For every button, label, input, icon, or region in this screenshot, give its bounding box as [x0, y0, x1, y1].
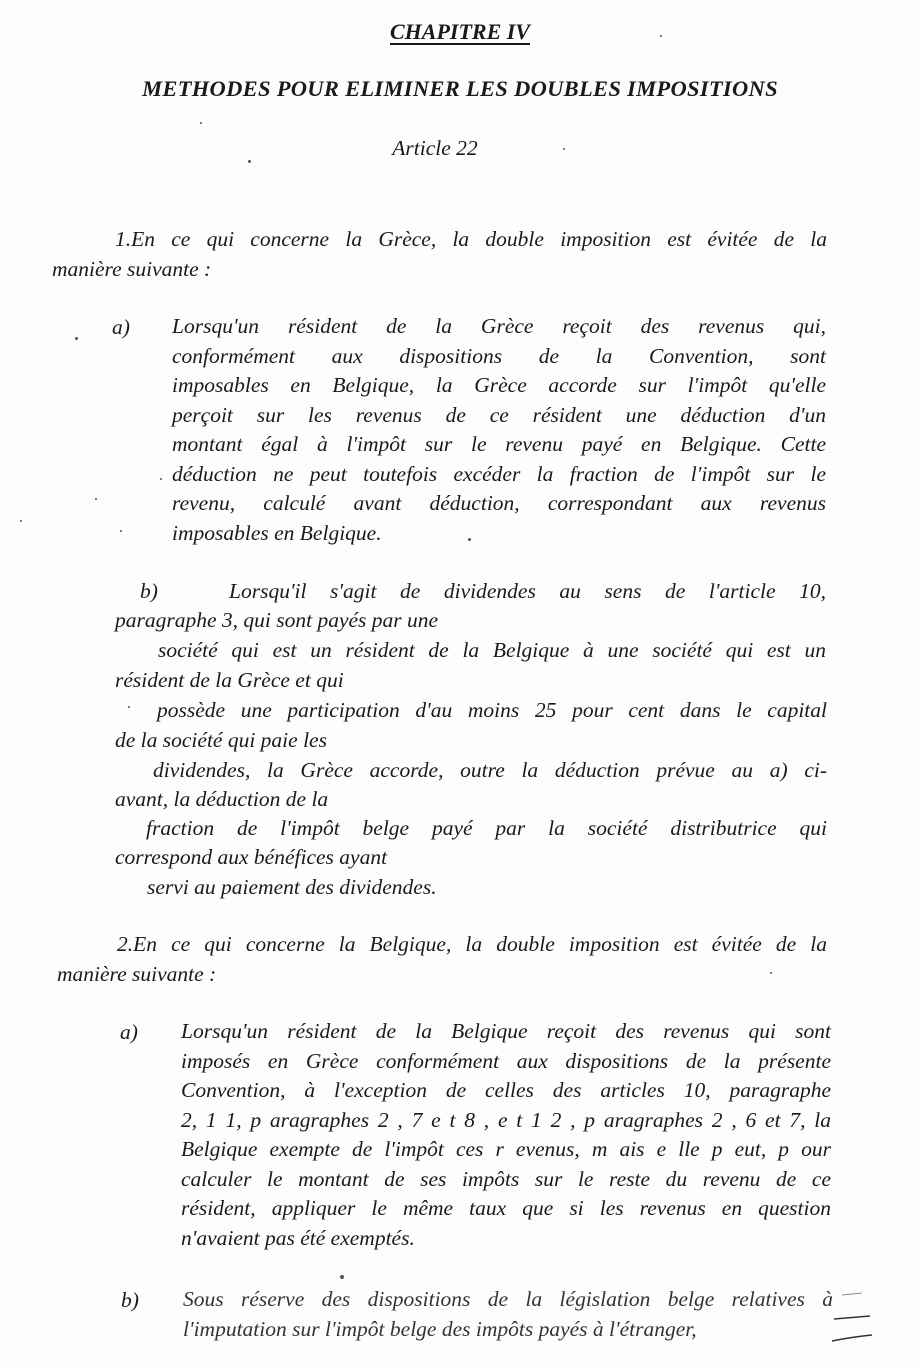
- section2-item-b-line: Sous réserve des dispositions de la législation belge relatives à: [183, 1287, 833, 1311]
- section1-item-b-line: avant, la déduction de la: [115, 787, 329, 811]
- section1-item-a-text: [172, 312, 826, 548]
- scan-speck: [340, 1275, 344, 1279]
- section1-item-a-line: revenu, calculé avant déduction, correspondant aux revenus: [172, 491, 826, 515]
- scan-speck: [160, 478, 162, 480]
- section2-item-b-text: [183, 1285, 833, 1344]
- section1-item-b-line: résident de la Grèce et qui: [115, 668, 344, 692]
- section-title: METHODES POUR ELIMINER LES DOUBLES IMPOSITIONS: [142, 76, 778, 101]
- scan-speck: [200, 122, 202, 124]
- scan-speck: [468, 538, 471, 541]
- section1-intro-line-2: manière suivante :: [52, 257, 212, 281]
- section1-item-b-line: paragraphe 3, qui sont payés par une: [115, 608, 439, 632]
- section1-item-b-line: fraction de l'impôt belge payé par la société distributrice qui: [146, 816, 827, 840]
- section1-item-a-line: montant égal à l'impôt sur le revenu payé en Belgique. Cette: [172, 432, 826, 456]
- section1-item-b-line: de la société qui paie les: [115, 728, 327, 752]
- section2-item-b-line: l'imputation sur l'impôt belge des impôts payés à l'étranger,: [183, 1316, 697, 1341]
- scan-speck: [95, 498, 97, 500]
- handwritten-stroke: [842, 1293, 862, 1295]
- article-number: Article 22: [392, 136, 478, 160]
- section2-item-a-line: Lorsqu'un résident de la Belgique reçoit des revenus qui sont: [181, 1019, 831, 1043]
- section1-item-b-line: Lorsqu'il s'agit de dividendes au sens de l'article 10,: [229, 579, 826, 603]
- section1-item-b-line: possède une participation d'au moins 25 pour cent dans le capital: [157, 698, 827, 722]
- section1-item-a-line: Lorsqu'un résident de la Grèce reçoit des revenus qui,: [172, 314, 826, 338]
- section1-item-a-marker: a): [112, 315, 130, 339]
- scan-speck: [660, 35, 662, 37]
- chapter-heading: [0, 18, 920, 46]
- section1-item-a-line: imposables en Belgique, la Grèce accorde sur l'impôt qu'elle: [172, 373, 826, 397]
- handwritten-stroke: [834, 1316, 870, 1319]
- scan-speck: [75, 337, 78, 340]
- scan-speck: [248, 160, 251, 163]
- section1-item-a-line: conformément aux dispositions de la Convention, sont: [172, 343, 826, 368]
- section1-item-b-line: dividendes, la Grèce accorde, outre la déduction prévue au a) ci-: [153, 758, 827, 782]
- section2-item-b-marker: b): [121, 1288, 139, 1312]
- section1-item-a-line: perçoit sur les revenus de ce résident une déduction d'un: [172, 402, 826, 427]
- scan-speck: [128, 706, 130, 708]
- section2-item-a-line: calculer le montant de ses impôts sur le reste du revenu de ce: [181, 1166, 831, 1191]
- scan-speck: [563, 148, 565, 150]
- section2-item-a-text: [181, 1017, 831, 1253]
- section1-item-b-marker: b): [140, 579, 158, 603]
- section2-intro-line-2: manière suivante :: [57, 962, 217, 986]
- section2-item-a-line: résident, appliquer le même taux que si les revenus en question: [181, 1196, 831, 1220]
- section1-item-b-line: société qui est un résident de la Belgique à une société qui est un: [158, 638, 826, 662]
- section1-item-a-line: imposables en Belgique.: [172, 520, 382, 545]
- section2-item-a-line: Convention, à l'exception de celles des articles 10, paragraphe: [181, 1078, 831, 1102]
- section1-item-b-line: correspond aux bénéfices ayant: [115, 845, 388, 869]
- section1-intro-line-1: 1.En ce qui concerne la Grèce, la double imposition est évitée de la: [115, 227, 827, 251]
- chapter-heading-text: CHAPITRE IV: [390, 19, 530, 44]
- section2-intro-line-1: 2.En ce qui concerne la Belgique, la double imposition est évitée de la: [117, 932, 827, 956]
- scan-speck: [770, 972, 772, 974]
- section2-item-a-line: n'avaient pas été exemptés.: [181, 1225, 415, 1250]
- scan-speck: [20, 520, 22, 522]
- section1-item-a-line: déduction ne peut toutefois excéder la fraction de l'impôt sur le: [172, 461, 826, 486]
- handwritten-mark: [822, 1285, 882, 1345]
- section2-item-a-line: imposés en Grèce conformément aux dispositions de la présente: [181, 1048, 831, 1073]
- section2-item-a-marker: a): [120, 1020, 138, 1044]
- section2-item-a-line: Belgique exempte de l'impôt ces r evenus, m ais e lle p eut, p our: [181, 1137, 831, 1161]
- scan-speck: [120, 530, 122, 532]
- section1-item-b-line: servi au paiement des dividendes.: [147, 875, 437, 899]
- handwritten-stroke: [832, 1335, 872, 1341]
- section2-item-a-line: 2, 1 1, p aragraphes 2 , 7 e t 8 , e t 1 2 , p aragraphes 2 , 6 et 7, la: [181, 1107, 831, 1132]
